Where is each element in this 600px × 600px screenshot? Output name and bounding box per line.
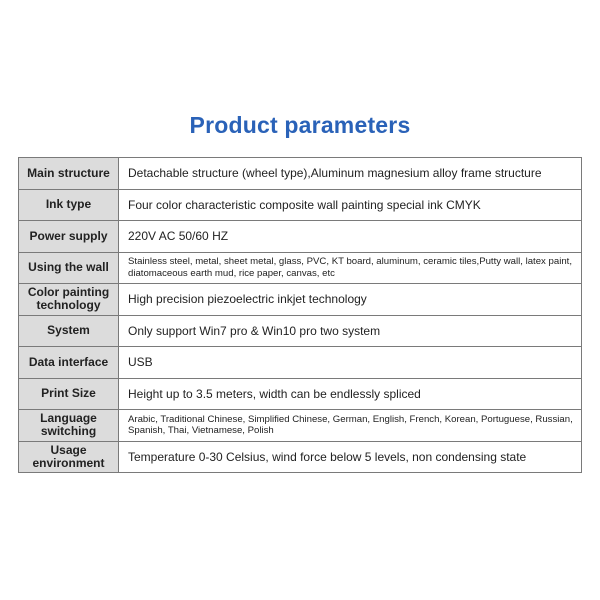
row-value-main-structure: Detachable structure (wheel type),Aluminum magnesium alloy frame structure — [119, 158, 582, 190]
table-row — [19, 410, 582, 442]
table-row — [19, 252, 582, 284]
row-label-language-switching: Language switching — [19, 410, 119, 442]
row-value-power-supply: 220V AC 50/60 HZ — [119, 221, 582, 253]
row-label-ink-type: Ink type — [19, 189, 119, 221]
row-value-usage-environment: Temperature 0-30 Celsius, wind force below 5 levels, non condensing state — [119, 441, 582, 473]
row-label-data-interface: Data interface — [19, 347, 119, 379]
table-row — [19, 284, 582, 316]
row-value-language-switching: Arabic, Traditional Chinese, Simplified Chinese, German, English, French, Korean, Portuguese, Russian, Spanish, Thai, Vietnamese, Polish — [119, 410, 582, 442]
row-label-system: System — [19, 315, 119, 347]
row-value-ink-type: Four color characteristic composite wall painting special ink CMYK — [119, 189, 582, 221]
row-value-data-interface: USB — [119, 347, 582, 379]
table-row — [19, 221, 582, 253]
parameters-table — [18, 157, 582, 473]
row-value-using-the-wall: Stainless steel, metal, sheet metal, glass, PVC, KT board, aluminum, ceramic tiles,Putty wall, latex paint, diatomaceous earth mud, rice paper, canvas, etc — [119, 252, 582, 284]
row-label-usage-environment: Usage environment — [19, 441, 119, 473]
table-row — [19, 378, 582, 410]
row-value-print-size: Height up to 3.5 meters, width can be endlessly spliced — [119, 378, 582, 410]
table-row — [19, 158, 582, 190]
row-label-color-painting-technology: Color painting technology — [19, 284, 119, 316]
page-title: Product parameters — [189, 112, 411, 138]
table-row — [19, 189, 582, 221]
row-label-main-structure: Main structure — [19, 158, 119, 190]
table-row — [19, 315, 582, 347]
row-label-print-size: Print Size — [19, 378, 119, 410]
row-value-system: Only support Win7 pro & Win10 pro two system — [119, 315, 582, 347]
row-label-using-the-wall: Using the wall — [19, 252, 119, 284]
table-row — [19, 441, 582, 473]
table-row — [19, 347, 582, 379]
row-value-color-painting-technology: High precision piezoelectric inkjet technology — [119, 284, 582, 316]
row-label-power-supply: Power supply — [19, 221, 119, 253]
